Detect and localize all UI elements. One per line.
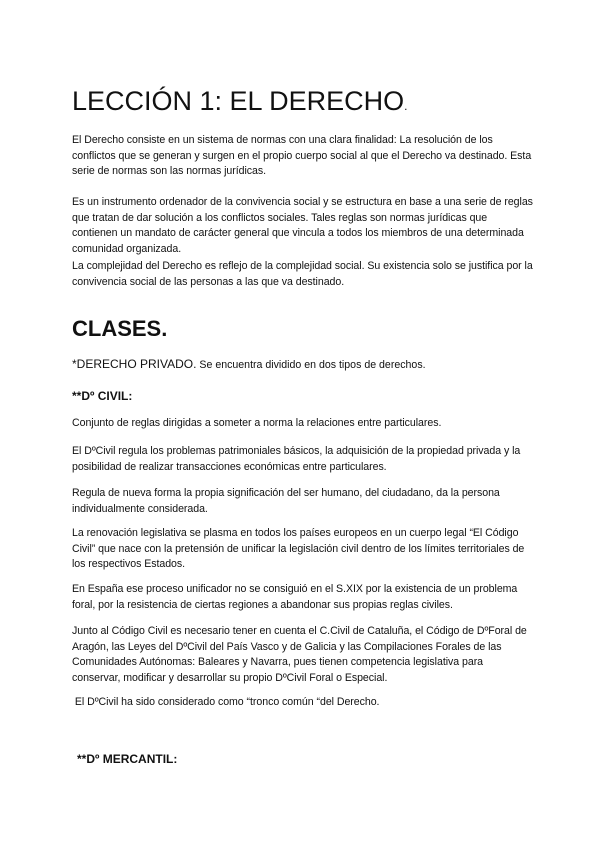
private-law-text: Se encuentra dividido en dos tipos de derechos. <box>196 359 426 371</box>
intro-paragraph: El Derecho consiste en un sistema de normas con una clara finalidad: La resolución de los conflictos que se generan y surgen en el propio cuerpo social al que el Derecho va destinado. Esta serie de normas son las normas jurídicas. <box>72 134 532 177</box>
civil-heading: **Dº CIVIL: <box>72 389 133 403</box>
mercantil-heading: **Dº MERCANTIL: <box>77 752 178 766</box>
intro-paragraph: Es un instrumento ordenador de la convivencia social y se estructura en base a una serie de reglas que tratan de dar solución a los conflictos sociales. Tales reglas son normas jurídicas que contienen un mandato de carácter general que vincula a todos los miembros de una determinada comunidad organizada. <box>72 196 533 255</box>
civil-paragraph: El DºCivil regula los problemas patrimoniales básicos, la adquisición de la propiedad privada y la posibilidad de realizar transacciones económicas entre particulares. <box>72 445 521 473</box>
page-title-dot: . <box>404 99 408 113</box>
intro-paragraph: La complejidad del Derecho es reflejo de la complejidad social. Su existencia solo se justifica por la convivencia social de las personas a las que va destinado. <box>72 260 533 288</box>
civil-paragraph: En España ese proceso unificador no se consiguió en el S.XIX por la existencia de un problema foral, por la resistencia de ciertas regiones a abandonar sus propias reglas civiles. <box>72 583 518 611</box>
private-law-label: *DERECHO PRIVADO. <box>72 357 197 371</box>
page-title-text: LECCIÓN 1: EL DERECHO <box>72 86 405 116</box>
page-title <box>72 86 407 117</box>
civil-paragraph: El DºCivil ha sido considerado como “tronco común “del Derecho. <box>72 696 380 708</box>
private-law-line <box>72 357 426 371</box>
section-heading: CLASES. <box>72 316 168 341</box>
civil-paragraph: Junto al Código Civil es necesario tener en cuenta el C.Civil de Cataluña, el Código de DºForal de Aragón, las Leyes del DºCivil del País Vasco y de Galicia y las Compilaciones Forales de las Comunidades Autónomas: Baleares y Navarra, pues tienen competencia legislativa para conservar, modificar y desarrollar su propio DºCivil Foral o Especial. <box>72 625 527 684</box>
civil-paragraph: Conjunto de reglas dirigidas a someter a norma la relaciones entre particulares. <box>72 417 442 429</box>
civil-paragraph: La renovación legislativa se plasma en todos los países europeos en un cuerpo legal “El Código Civil” que nace con la pretensión de unificar la legislación civil dentro de los límites territoriales de los respectivos Estados. <box>72 527 525 570</box>
civil-paragraph: Regula de nueva forma la propia significación del ser humano, del ciudadano, da la persona individualmente considerada. <box>72 487 500 515</box>
